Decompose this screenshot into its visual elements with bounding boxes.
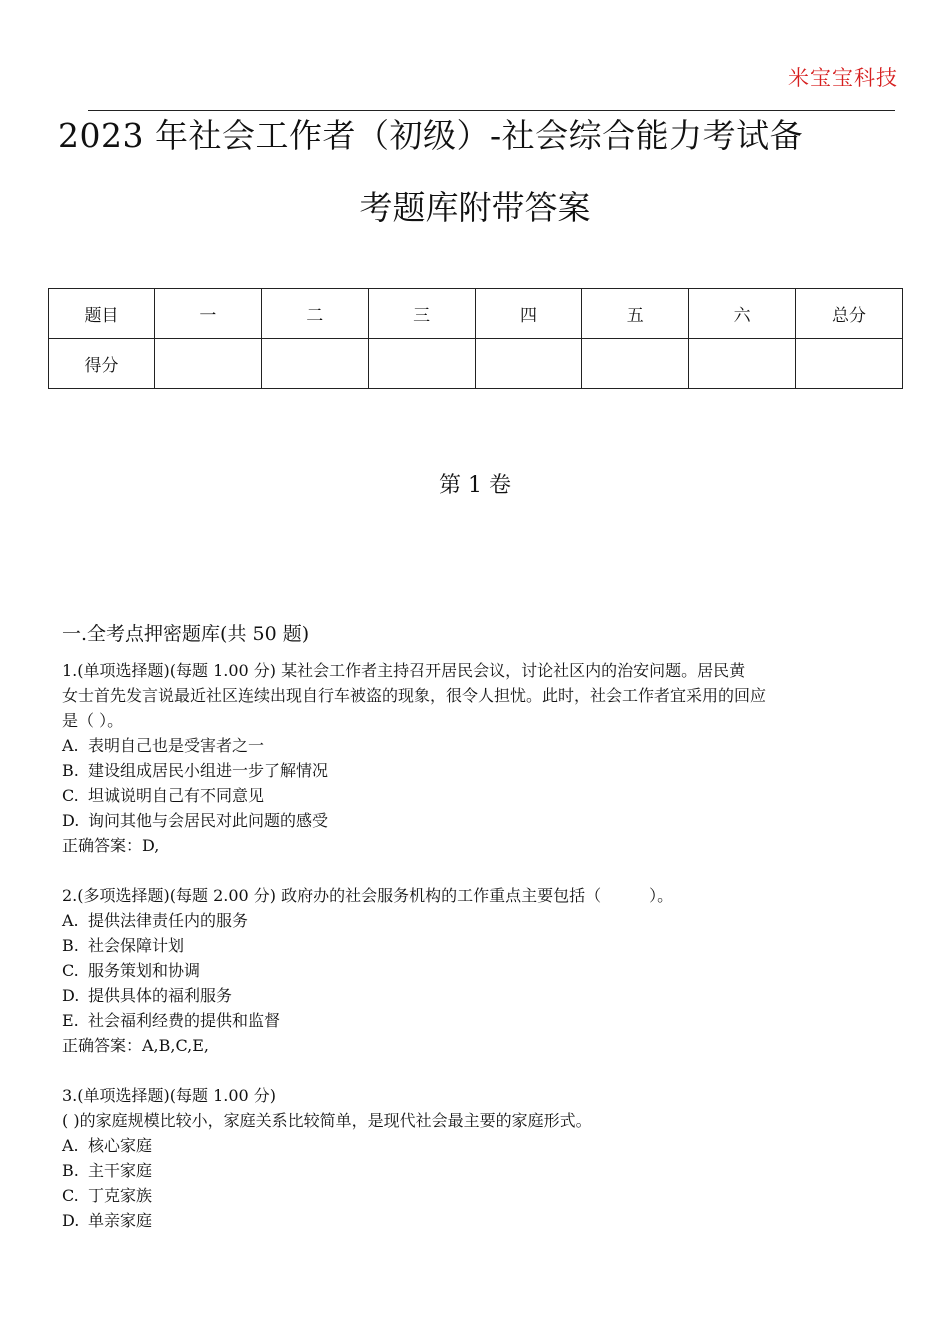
option-text: 提供具体的福利服务 (88, 986, 233, 1005)
option-key: D. (62, 1211, 80, 1230)
option-text: 单亲家庭 (88, 1211, 153, 1230)
option-key: D. (62, 811, 80, 830)
volume-heading: 第 1 卷 (439, 473, 511, 498)
score-header-cell: 题目 (49, 289, 155, 339)
option (62, 758, 902, 783)
option-text: 询问其他与会居民对此问题的感受 (88, 811, 329, 830)
document-title-line2: 考题库附带答案 (359, 188, 591, 227)
header-rule (88, 110, 895, 111)
score-header-cell: 四 (475, 289, 582, 339)
option-key: C. (62, 1186, 79, 1205)
question-stem: 3.(单项选择题)(每题 1.00 分) (62, 1086, 277, 1105)
question-2 (62, 883, 902, 1058)
option (62, 958, 902, 983)
option-key: D. (62, 986, 80, 1005)
question-stem: ( )的家庭规模比较小，家庭关系比较简单，是现代社会最主要的家庭形式。 (62, 1111, 592, 1130)
score-header-cell: 六 (689, 289, 796, 339)
score-header-cell: 五 (582, 289, 689, 339)
option (62, 1008, 902, 1033)
option-text: 建设组成居民小组进一步了解情况 (88, 761, 329, 780)
score-header-cell: 总分 (796, 289, 903, 339)
question-section (62, 620, 902, 1258)
question-1 (62, 658, 902, 858)
option (62, 983, 902, 1008)
option (62, 733, 902, 758)
option-text: 丁克家族 (88, 1186, 153, 1205)
question-stem: 1.(单项选择题)(每题 1.00 分) 某社会工作者主持召开居民会议，讨论社区内的治安问题。居民黄 (62, 661, 746, 680)
option (62, 808, 902, 833)
score-cell (582, 339, 689, 389)
option (62, 1183, 902, 1208)
document-title-line1: 2023 年社会工作者（初级）-社会综合能力考试备 (58, 116, 804, 155)
score-cell (689, 339, 796, 389)
option-key: A. (62, 736, 79, 755)
option-text: 核心家庭 (88, 1136, 153, 1155)
score-cell (796, 339, 903, 389)
option-text: 社会保障计划 (88, 936, 185, 955)
option (62, 783, 902, 808)
option-key: B. (62, 1161, 79, 1180)
answer-line: 正确答案：A,B,C,E, (62, 1036, 210, 1055)
option (62, 1208, 902, 1233)
option (62, 933, 902, 958)
option (62, 1158, 902, 1183)
score-table-header-row (49, 289, 903, 339)
score-header-cell: 三 (368, 289, 475, 339)
score-table-score-row (49, 339, 903, 389)
answer-line: 正确答案：D, (62, 836, 160, 855)
option (62, 1133, 902, 1158)
option-key: A. (62, 1136, 79, 1155)
option-text: 提供法律责任内的服务 (88, 911, 249, 930)
option (62, 908, 902, 933)
question-stem: 2.(多项选择题)(每题 2.00 分) 政府办的社会服务机构的工作重点主要包括（ ）。 (62, 886, 674, 905)
option-text: 服务策划和协调 (88, 961, 201, 980)
option-key: B. (62, 761, 79, 780)
option-key: C. (62, 786, 79, 805)
option-key: A. (62, 911, 79, 930)
score-cell (475, 339, 582, 389)
option-key: E. (62, 1011, 79, 1030)
score-header-cell: 一 (155, 289, 262, 339)
score-cell (155, 339, 262, 389)
question-3 (62, 1083, 902, 1233)
option-text: 主干家庭 (88, 1161, 153, 1180)
score-row-label: 得分 (49, 339, 155, 389)
score-cell (368, 339, 475, 389)
score-header-cell: 二 (261, 289, 368, 339)
option-key: B. (62, 936, 79, 955)
section-title: 一.全考点押密题库(共 50 题) (62, 623, 310, 645)
question-stem: 女士首先发言说最近社区连续出现自行车被盗的现象，很令人担忧。此时，社会工作者宜采用的回应 (62, 686, 767, 705)
option-text: 表明自己也是受害者之一 (88, 736, 265, 755)
score-cell (261, 339, 368, 389)
score-table (48, 288, 903, 389)
option-text: 社会福利经费的提供和监督 (88, 1011, 281, 1030)
question-stem: 是（ ）。 (62, 711, 124, 730)
option-text: 坦诚说明自己有不同意见 (88, 786, 265, 805)
brand-name: 米宝宝科技 (788, 66, 898, 90)
option-key: C. (62, 961, 79, 980)
